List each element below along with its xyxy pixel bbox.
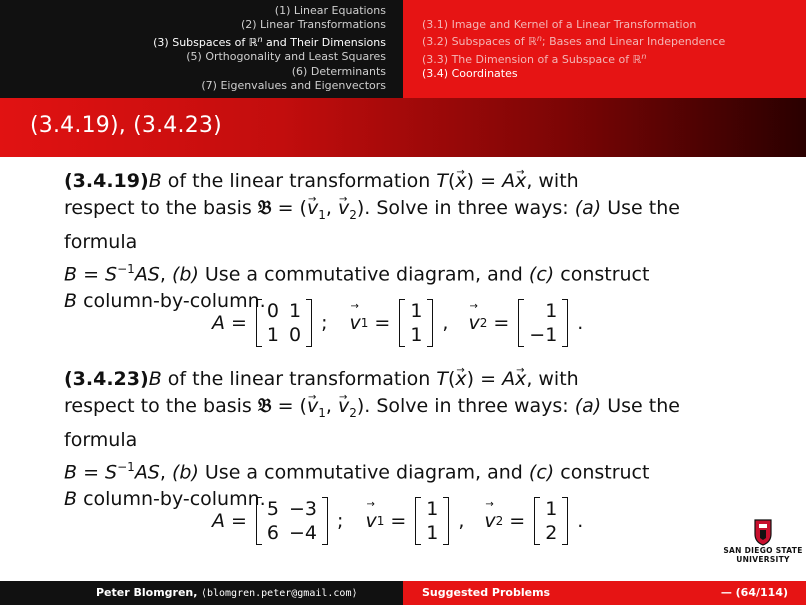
- problem-text: construct: [554, 263, 650, 286]
- vector-cell: 1: [410, 324, 423, 346]
- problem-text: construct: [554, 461, 650, 484]
- math-superscript: −1: [117, 261, 135, 276]
- math-symbol: 𝔅: [257, 395, 272, 417]
- math-symbol: A: [502, 368, 516, 390]
- matrix-A: [256, 299, 312, 347]
- math-vector: → x: [515, 368, 526, 390]
- vector-cell: 1: [426, 522, 439, 544]
- footer-section: [403, 581, 806, 605]
- nav-section-label: (3) Subspaces of: [153, 35, 249, 49]
- vector-cell: −1: [529, 324, 558, 346]
- math-vector: → v: [307, 197, 318, 219]
- v1-label: → v: [350, 312, 361, 334]
- problem-text: , with: [526, 368, 579, 390]
- nav-subsection-label: (3.1) Image and Kernel of a Linear Transformation: [422, 18, 697, 31]
- problem-text: Solve in three ways:: [376, 395, 575, 417]
- problem-text: column-by-column.: [77, 488, 266, 511]
- nav-section-label: (5) Orthogonality and Least Squares: [186, 50, 386, 64]
- math-symbol: T: [436, 170, 448, 192]
- nav-section-label: (1) Linear Equations: [274, 4, 386, 17]
- problem-3-4-19: (3.4.19)B of the linear transformation T(→ x) = A→ x, with respect to the basis 𝔅 = (→ $v_1$, → $v_2$). Solve in three ways: (a) Use the formula $B = S^{-1}AS$, (b) Use a commutative diagram, and (c) construct B column-by-column.: [64, 168, 754, 315]
- part-label: (a): [574, 395, 602, 417]
- nav-subsection-3-2[interactable]: [422, 32, 806, 49]
- vector-cell: 1: [426, 498, 439, 520]
- nav-section-7[interactable]: [0, 79, 386, 93]
- math-symbol: B: [64, 488, 78, 511]
- math-vector: → v: [338, 395, 349, 417]
- problem-text: Solve in three ways:: [376, 197, 575, 219]
- vector-cell: 1: [410, 300, 423, 322]
- shield-icon: [753, 518, 773, 546]
- vector-v2: [534, 497, 568, 545]
- slide-title: (3.4.19), (3.4.23): [30, 113, 222, 138]
- footer-email: ⟨blomgren.peter@gmail.com⟩: [200, 588, 358, 599]
- nav-section-label: (6) Determinants: [291, 64, 386, 78]
- problem-text: Use the formula: [64, 197, 680, 253]
- math-symbol: A: [502, 170, 516, 192]
- nav-subsection-3-4[interactable]: [422, 67, 806, 81]
- math-formula: AS: [134, 461, 160, 484]
- v2-label: → v: [484, 510, 495, 532]
- slide-title-bar: [0, 98, 806, 157]
- problem-text: of the linear transformation: [161, 368, 437, 390]
- matrix-A: [256, 497, 328, 545]
- nav-section-1[interactable]: [0, 4, 386, 18]
- logo-line-2: UNIVERSITY: [736, 555, 790, 564]
- part-label: (c): [528, 461, 555, 484]
- nav-subsection-3-3[interactable]: [422, 50, 806, 67]
- nav-subsection-label: (3.4) Coordinates: [422, 67, 518, 81]
- part-label: (b): [171, 263, 199, 286]
- footer-page-number: — (64/114): [720, 586, 788, 599]
- math-vector: → x: [455, 368, 466, 390]
- problem-text: respect to the basis: [64, 395, 258, 417]
- footer-author: [0, 581, 403, 605]
- problem-3-4-23: (3.4.23)B of the linear transformation T(→ x) = A→ x, with respect to the basis 𝔅 = (→ $v_1$, → $v_2$). Solve in three ways: (a) Use the formula $B = S^{-1}AS$, (b) Use a commutative diagram, and (c) construct B column-by-column.: [64, 366, 754, 513]
- nav-subsection-label: (3.2) Subspaces of: [422, 35, 529, 49]
- vector-cell: 2: [545, 522, 558, 544]
- problem-text: Use a commutative diagram, and: [198, 461, 529, 484]
- footer-section-title[interactable]: Suggested Problems: [422, 586, 551, 599]
- nav-section-6[interactable]: [0, 65, 386, 79]
- nav-subsection-3-1[interactable]: [422, 18, 806, 32]
- nav-section-5[interactable]: [0, 50, 386, 64]
- problem-number: (3.4.23): [64, 368, 149, 390]
- math-vector: → v: [307, 395, 318, 417]
- nav-section-symbol: ℝ: [248, 35, 258, 49]
- matrix-cell: 1: [266, 324, 280, 346]
- problem-number: (3.4.19): [64, 170, 149, 192]
- matrix-cell: 0: [266, 300, 280, 322]
- nav-subsection-symbol: ℝ: [632, 52, 642, 66]
- part-label: (a): [574, 197, 602, 219]
- part-label: (c): [528, 263, 555, 286]
- math-symbol: T: [436, 368, 448, 390]
- equation-3-4-19: A = 0 1 1 0 ; → v 1 = 1 1 , → v 2 = 1 −1 .: [212, 293, 589, 353]
- nav-subsection-symbol: ℝ: [528, 35, 537, 49]
- math-superscript: −1: [117, 459, 135, 474]
- math-symbol: B: [64, 290, 78, 313]
- equation-3-4-23: A = 5 −3 6 −4 ; → v 1 = 1 1 , → v 2 = 1 2 .: [212, 491, 589, 551]
- nav-section-label: (7) Eigenvalues and Eigenvectors: [201, 79, 386, 93]
- nav-subsection-superscript: n: [641, 51, 647, 61]
- nav-subsection-superscript: n: [536, 34, 542, 44]
- nav-subsection-label-end: ; Bases and Linear Independence: [541, 35, 726, 49]
- math-vector: → x: [515, 170, 526, 192]
- math-vector: → x: [455, 170, 466, 192]
- problem-text: of the linear transformation: [161, 170, 437, 192]
- v1-label: → v: [365, 510, 376, 532]
- nav-section-2[interactable]: [0, 18, 386, 32]
- vector-v1: [399, 299, 433, 347]
- nav-section-superscript: n: [257, 34, 263, 44]
- vector-cell: 1: [545, 498, 558, 520]
- matrix-cell: −3: [289, 498, 318, 520]
- matrix-cell: 6: [266, 522, 280, 544]
- nav-section-label: (2) Linear Transformations: [240, 18, 386, 32]
- math-symbol: B: [148, 170, 162, 192]
- section-navigation: [0, 0, 403, 98]
- matrix-cell: 0: [289, 324, 302, 346]
- nav-subsection-label: (3.3) The Dimension of a Subspace of: [422, 52, 633, 66]
- math-formula: B = S: [64, 461, 118, 484]
- nav-section-label-end: and Their Dimensions: [262, 35, 386, 49]
- problem-text: respect to the basis: [64, 197, 258, 219]
- problem-text: Use a commutative diagram, and: [198, 263, 529, 286]
- math-formula: AS: [134, 263, 160, 286]
- vector-cell: 1: [545, 300, 558, 322]
- logo-line-1: SAN DIEGO STATE: [723, 546, 803, 555]
- subsection-navigation: [403, 0, 806, 98]
- problem-text: , with: [526, 170, 579, 192]
- matrix-cell: 1: [289, 300, 302, 322]
- university-logo: [722, 518, 804, 568]
- math-symbol: B: [148, 368, 162, 390]
- problem-text: column-by-column.: [77, 290, 266, 313]
- part-label: (b): [171, 461, 199, 484]
- nav-section-3[interactable]: [0, 33, 386, 50]
- problem-text: Use the formula: [64, 395, 680, 451]
- math-formula: B = S: [64, 263, 118, 286]
- vector-v2: [518, 299, 568, 347]
- matrix-cell: −4: [289, 522, 318, 544]
- footer-author-name: Peter Blomgren,: [96, 586, 198, 599]
- math-vector: → v: [338, 197, 349, 219]
- matrix-cell: 5: [266, 498, 280, 520]
- math-symbol: 𝔅: [257, 197, 272, 219]
- vector-v1: [415, 497, 449, 545]
- v2-label: → v: [468, 312, 479, 334]
